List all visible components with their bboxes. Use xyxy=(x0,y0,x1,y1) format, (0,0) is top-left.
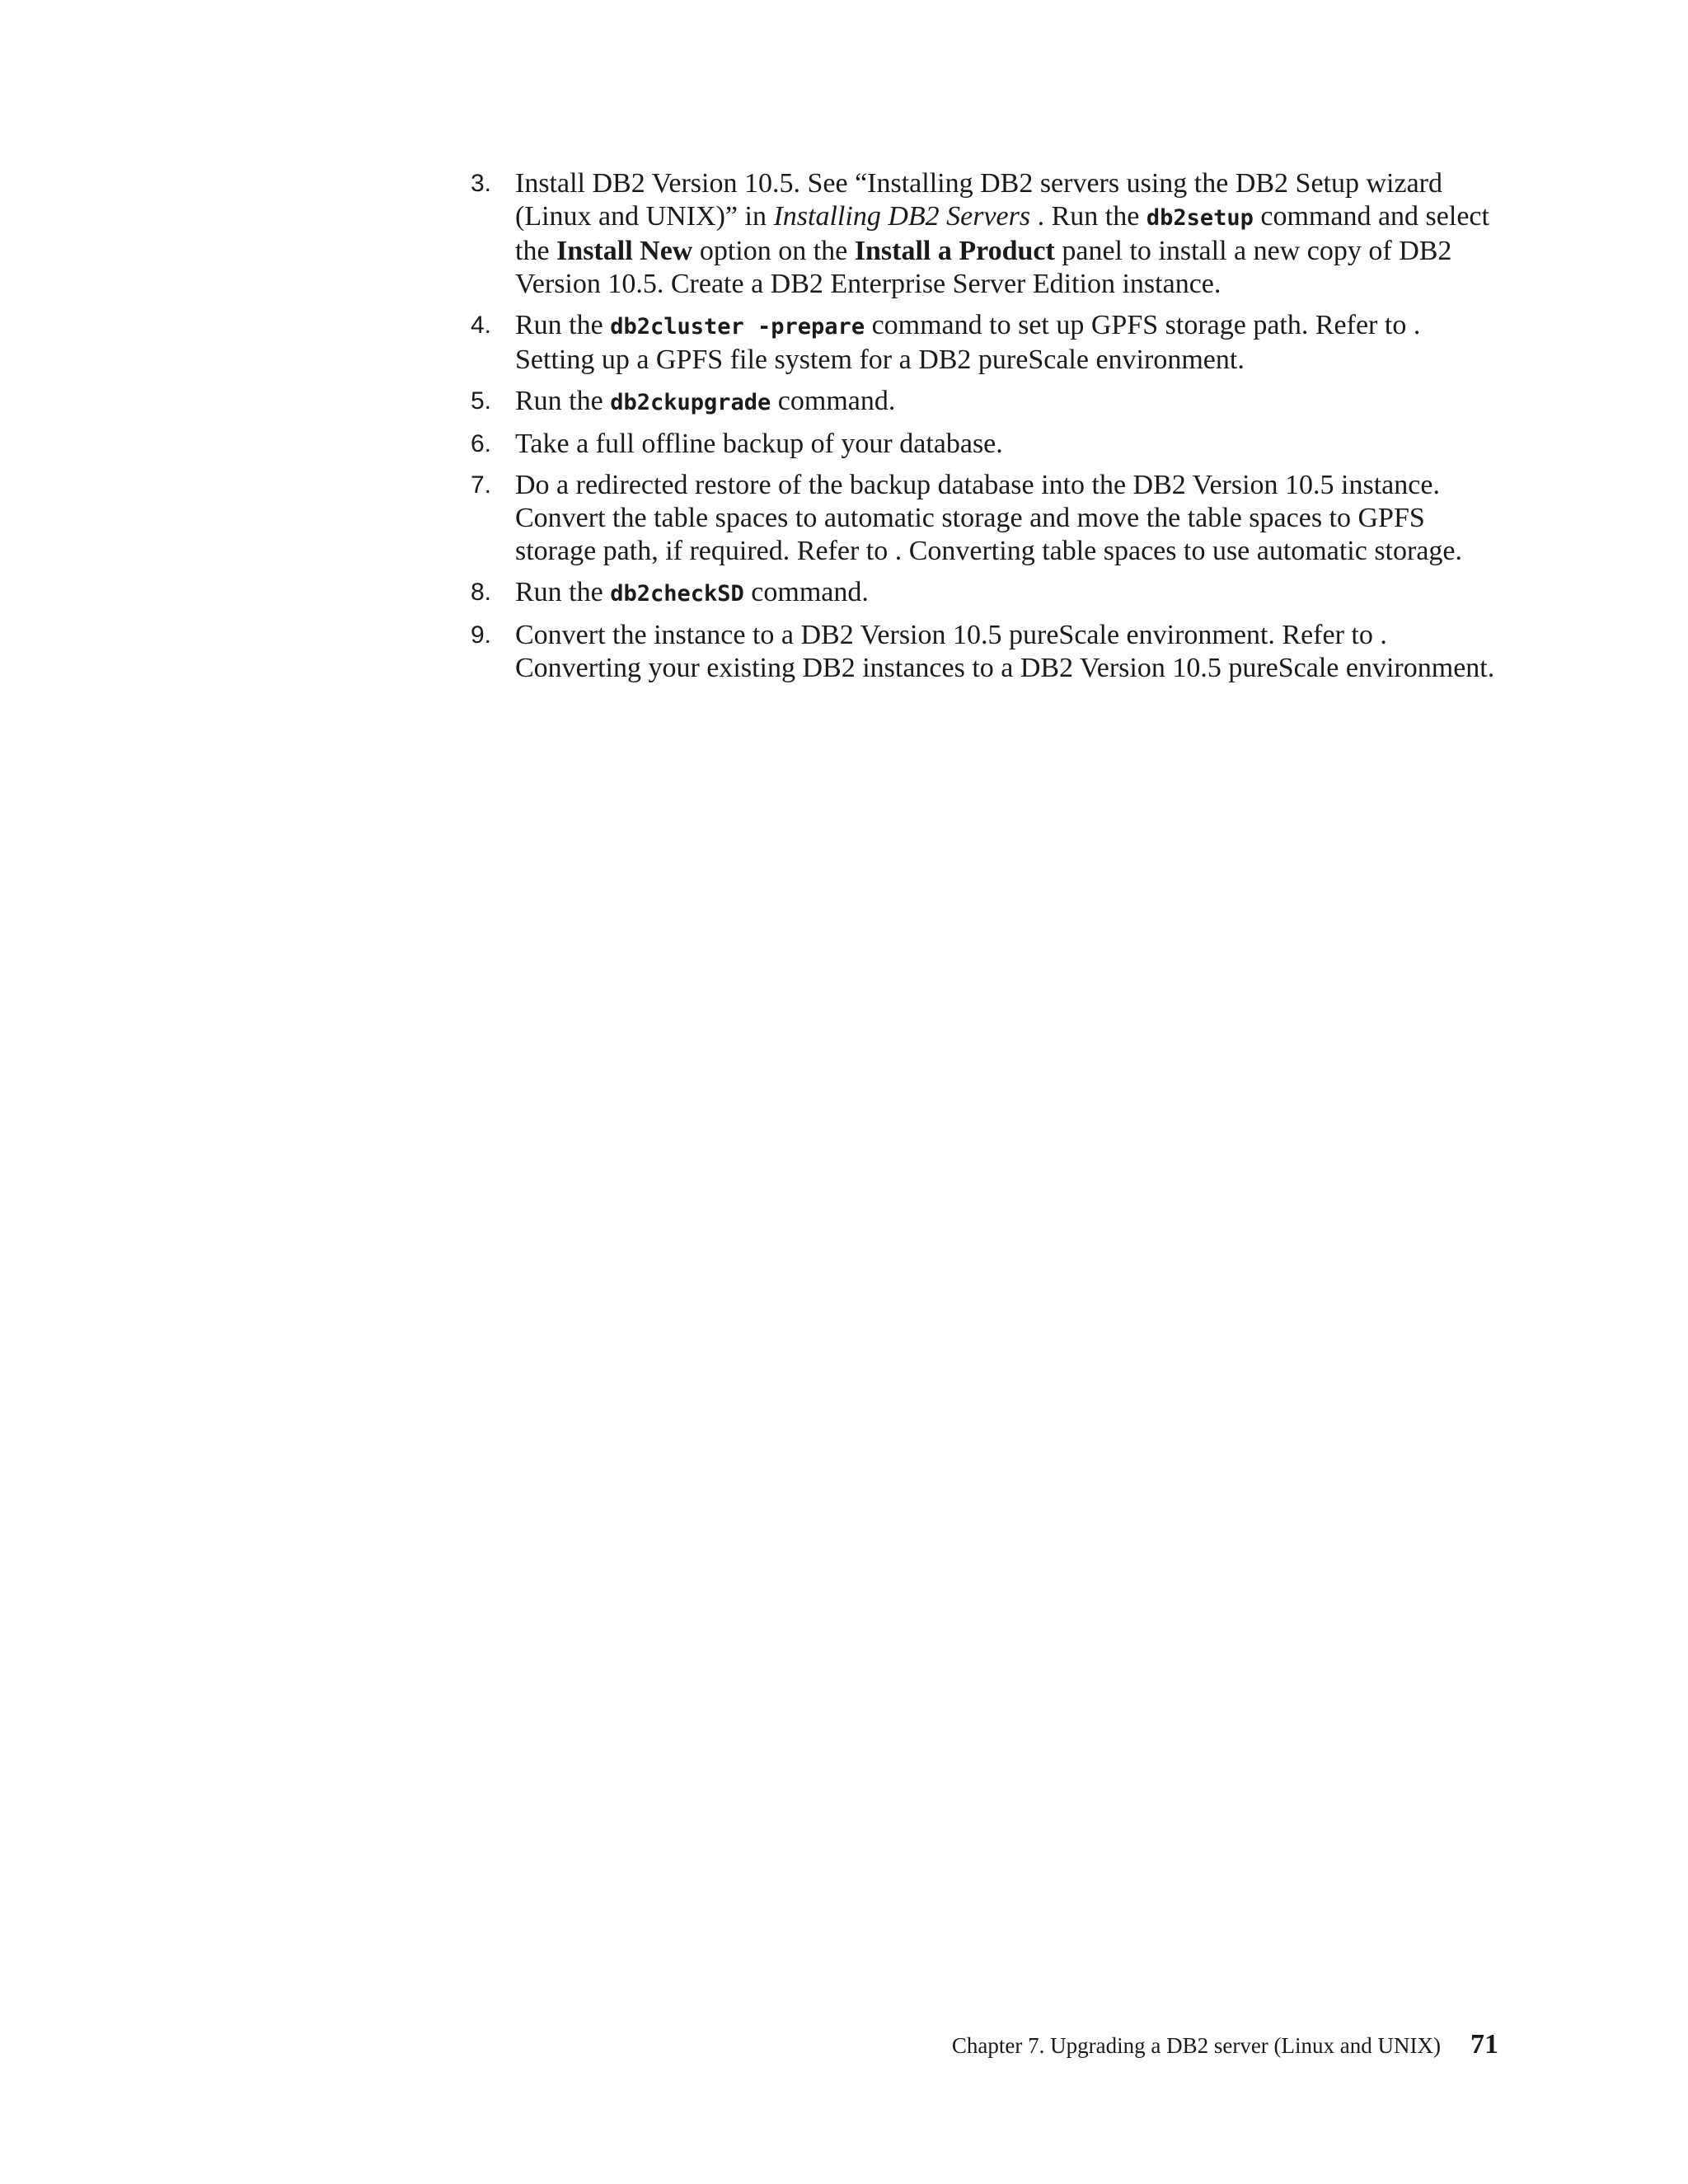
step-text-run: Run the xyxy=(515,577,611,607)
step-text-run: panel to install a new copy of DB2 Version 10.5. Create a DB2 Enterprise Server Edition instance. xyxy=(515,236,1452,299)
step-text-run: Run the xyxy=(515,310,611,340)
step-text: Convert the instance to a DB2 Version 10.5 pureScale environment. Refer to . Converting your existing DB2 instances to a DB2 Version 10.5 pureScale environment. xyxy=(515,620,1495,683)
step-text: Take a full offline backup of your database. xyxy=(515,429,1003,459)
step-text xyxy=(515,576,1503,611)
step-9 xyxy=(0,619,1688,685)
step-text-run: command. xyxy=(743,577,869,607)
step-number: 4. xyxy=(471,312,492,339)
step-text-run: command to set up GPFS storage path. Refer to . Setting up a GPFS file system for a DB2 pureScale environment. xyxy=(515,310,1421,375)
step-4 xyxy=(0,309,1688,377)
book-title-citation: Installing DB2 Servers xyxy=(773,201,1031,232)
step-text-run: . Run the xyxy=(1030,201,1146,232)
step-8 xyxy=(0,576,1688,611)
ui-option-name: Install New xyxy=(556,236,693,266)
step-text-run: Install DB2 Version 10.5. See “Installing DB2 servers using the DB2 Setup wizard (Linux and UNIX)” in xyxy=(515,168,1443,232)
step-3 xyxy=(0,167,1688,301)
command-name: db2ckupgrade xyxy=(610,390,771,415)
step-number: 6. xyxy=(471,430,492,457)
step-number: 3. xyxy=(471,170,492,197)
command-name: db2cluster -prepare xyxy=(610,314,865,340)
step-number: 7. xyxy=(471,471,492,499)
step-text xyxy=(515,309,1503,377)
procedure-step-list xyxy=(0,167,1688,693)
step-text-run: command. xyxy=(771,386,896,416)
step-7 xyxy=(0,469,1688,568)
ui-panel-name: Install a Product xyxy=(854,236,1055,266)
step-text xyxy=(515,385,1503,419)
step-number: 9. xyxy=(471,621,492,649)
step-text xyxy=(515,167,1503,301)
step-text-run: Run the xyxy=(515,386,611,416)
step-text: Do a redirected restore of the backup database into the DB2 Version 10.5 instance. Convert the table spaces to automatic storage and move the table spaces to GPFS storage path, if required. Refer to . Converting table spaces to use automatic storage. xyxy=(515,470,1463,566)
page-number: 71 xyxy=(1470,2029,1498,2060)
step-text-run: option on the xyxy=(692,236,855,266)
step-text-run: command and select the xyxy=(515,201,1489,266)
step-6 xyxy=(0,428,1688,461)
chapter-title: Chapter 7. Upgrading a DB2 server (Linux and UNIX) xyxy=(951,2033,1441,2058)
command-name: db2checkSD xyxy=(610,581,744,607)
page-footer xyxy=(952,2029,1498,2060)
step-number: 5. xyxy=(471,387,492,415)
command-name: db2setup xyxy=(1146,205,1254,231)
step-number: 8. xyxy=(471,579,492,606)
step-5 xyxy=(0,385,1688,419)
